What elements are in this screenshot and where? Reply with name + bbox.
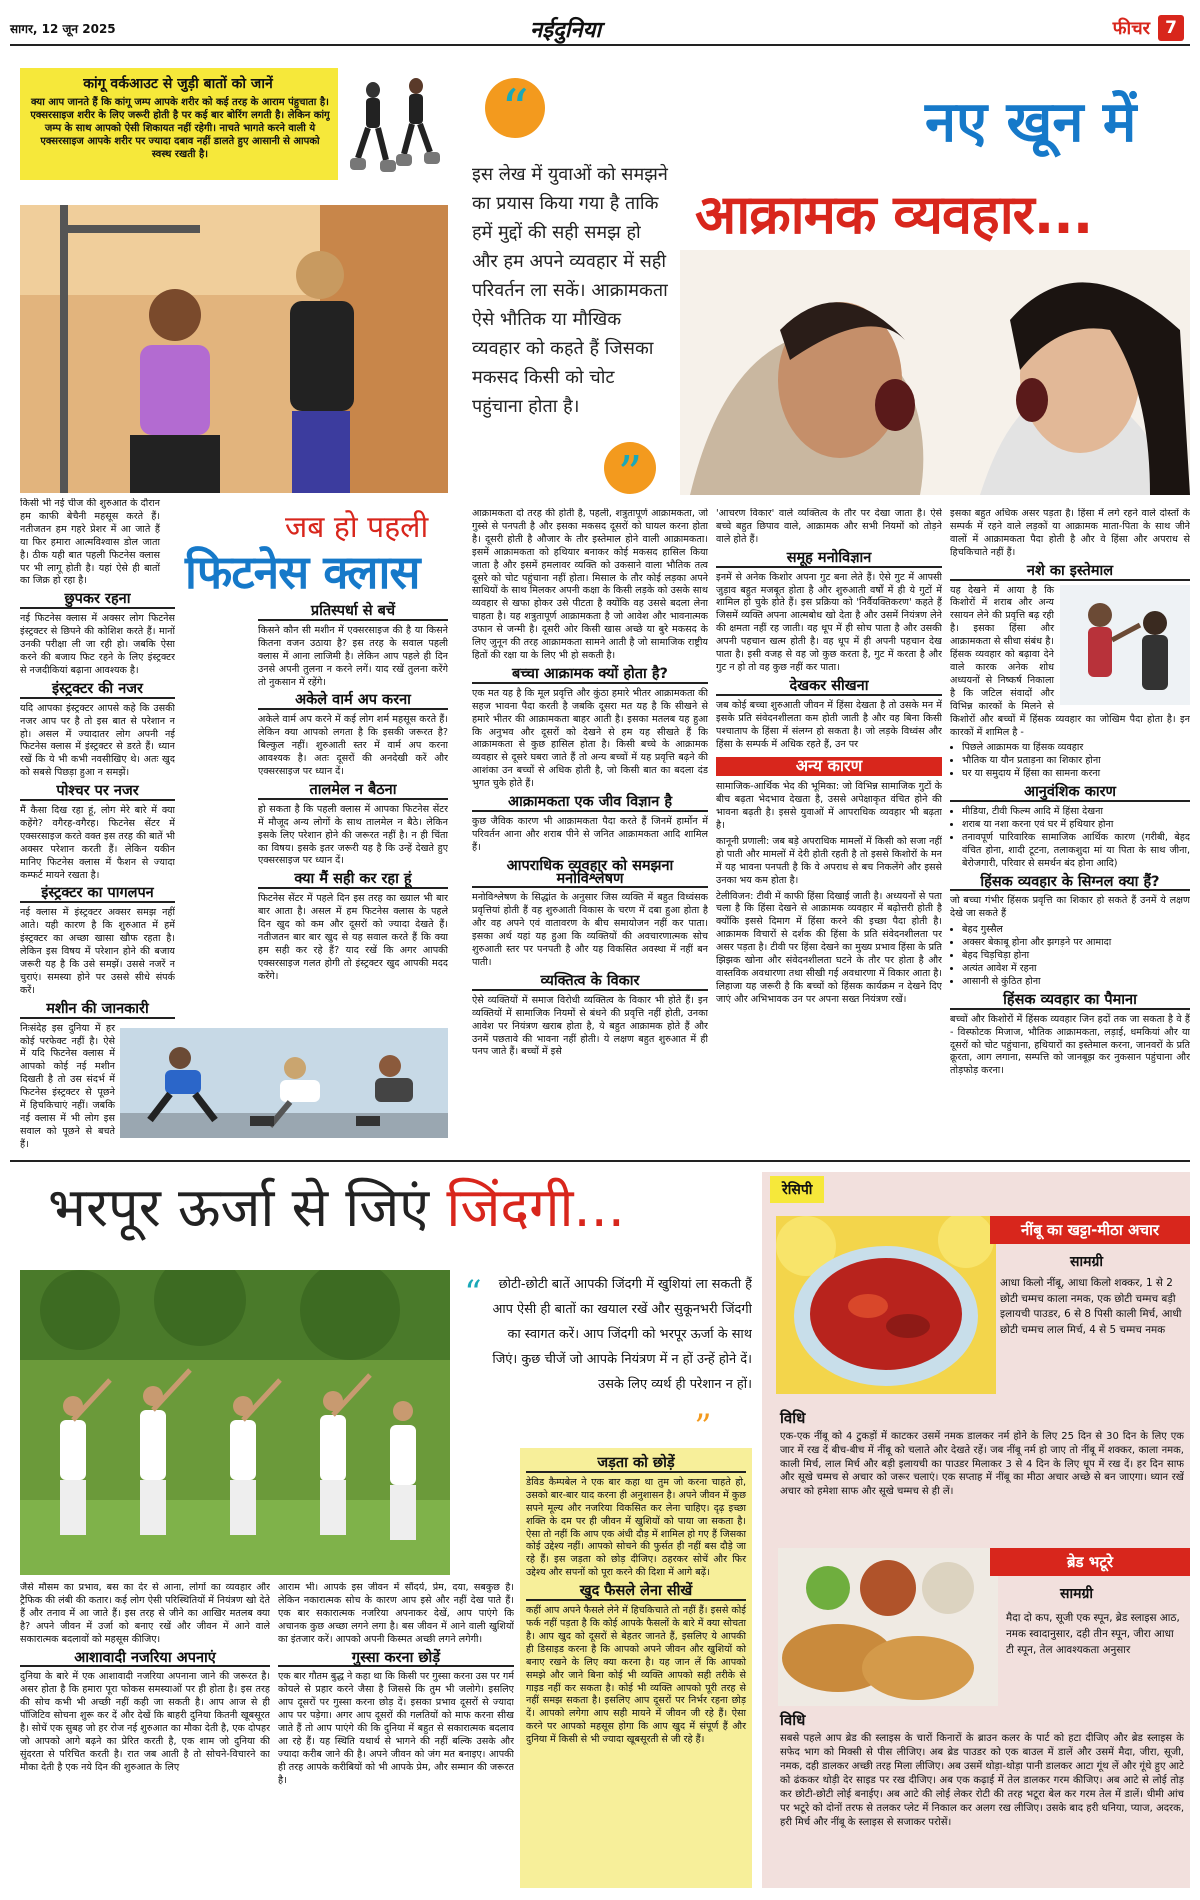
agg-col3-p1: यह देखने में आया है कि किशोरों में शराब और अन्य रसायन लेने की प्रवृत्ति बढ़ रही है। इसका हिंसा और आक्रामकता से सीधा संबंध है। हिंसक व्यवहार को बढ़ावा देने वाले कारक अनेक शोध अध्ययनों से निष्कर्ष निकाला है कि जटिल संवादों और विभिन्न कारकों के मिलने से किशोरों और बच्चों में हिंसक व्यवहार का जोखिम पैदा होता है। इन कारकों में शामिल है - (950, 584, 1190, 738)
risk-factor-list (950, 742, 1190, 781)
energy-title (48, 1168, 625, 1242)
bhature-vidhi-heading: विधि (780, 1711, 806, 1729)
agg-col1-h4: व्यक्तित्व के विकार (472, 975, 708, 991)
fitness-h3: पोश्चर पर नजर (20, 785, 175, 801)
bhature-vidhi-text: सबसे पहले आप ब्रेड की स्लाइस के चारों किनारों के ब्राउन कलर के पार्ट को हटा दीजिए और ब्रेड स्लाइस के सफेद भाग को मिक्सी से पीस लीजिए। अब ब्रेड पाउडर को एक बाउल में डालें और उसमें मैदा, जीरा, सूजी, नमक, दही डालकर अच्छी तरह मिला लीजिए। अब उसमें थोड़ा-थोड़ा पानी डालकर आटा गूंथ लें और गूंथे हुए आटे को ढंककर थोड़ी देर साइड पर रख दीजिए। अब एक कढ़ाई में तेल डालकर गरम कीजिए। अब आटे से लोई तोड़ कर छोटी-छोटी लोई बनाईए। अब आटे की लोई लेकर रोटी की तरह भटूरा बेल कर गरम तेल में डालें। धीमी आंच पर भटूरे को दोनों तरफ से तलकर प्लेट में निकाल कर अलग रख लीजिए। उसके बाद हरी धनिया, प्याज, अदरक, हरी मिर्च और नींबू के स्लाइस से सजाकर परोसें। (780, 1733, 1184, 1828)
pickle-samagri-heading: सामग्री (1070, 1254, 1103, 1270)
agg-col2-h2: देखकर सीखना (716, 680, 942, 696)
fitness-col-right (258, 600, 448, 1020)
section-divider (10, 1160, 1190, 1162)
aggression-col1 (472, 508, 708, 1158)
gym-photo (120, 1028, 448, 1138)
energy-h2: गुस्सा करना छोड़ें (278, 1652, 514, 1668)
agg-col1-p3: मनोविश्लेषण के सिद्धांत के अनुसार जिस व्यक्ति में बहुत विध्वंसक प्रवृत्तियां होती हैं वह शुरुआती विकास के चरण में दबा हुआ होता है और वह अपने एवं वातावरण के बीच समायोजन नहीं कर पाता। इसका अर्थ यहां यह हुआ कि व्यक्तियों की अवचारणात्मक सोच शुरुआती स्तर पर पनपती है और यह विकसित अवस्था में नहीं बन पाती। (472, 892, 708, 968)
bhature-photo (778, 1548, 998, 1706)
aggression-photo (680, 250, 1190, 495)
fitness-p7: अकेले वार्म अप करने में कई लोग शर्म महसूस करते हैं। लेकिन क्या आपको लगता है कि इसकी जरूरत है? बिल्कुल नहीं। शुरुआती स्तर में वार्म अप करना आवश्यक है। अतः दूसरों की अनदेखी करें और एक्सरसाइज पर ध्यान दें। (258, 714, 448, 777)
agg-col1-h2: आक्रामकता एक जीव विज्ञान है (472, 796, 708, 812)
fitness-p8: हो सकता है कि पहली क्लास में आपका फिटनेस सेंटर में मौजूद अन्य लोगों के साथ तालमेल न बैठे। लेकिन इसके लिए परेशान होने की जरूरत नहीं है। न ही चिंता का विषय। इसके इतर जरूरी यह है कि उन्हें देखते हुए एक्सरसाइज पर ध्यान दें। (258, 803, 448, 867)
svg-text:”: ” (617, 446, 643, 498)
agg-col1-h1: बच्चा आक्रामक क्यों होता है? (472, 668, 708, 684)
energy-title-red: जिंदगी... (446, 1176, 625, 1239)
genetic-cause-list (950, 806, 1190, 871)
fitness-p6: किसने कौन सी मशीन में एक्सरसाइज की है या किसने कितना वजन उठाया है? इस तरह के सवाल पहली क्लास में आना लाजिमी है। लेकिन आप पहले ही दिन उनसे अपनी तुलना न करने लगें। याद रखें तुलना करेंगे तो नुकसान में रहेंगे। (258, 624, 448, 688)
list-item: • घर या समुदाय में हिंसा का सामना करना (962, 768, 1190, 781)
svg-text:“: “ (464, 1278, 482, 1304)
bhature-samagri-text: मैदा दो कप, सूजी एक स्पून, ब्रेड स्लाइस आठ, नमक स्वादानुसार, दही तीन स्पून, जीरा आधा टी स्पून, तेल आवश्यकता अनुसार (1006, 1612, 1180, 1656)
aggression-col2 (716, 508, 942, 1158)
fitness-p9: फिटनेस सेंटर में पहले दिन इस तरह का ख्याल भी बार बार आता है। असल में हम फिटनेस क्लास के पहले दिन खुद को कम और दूसरों को ज्यादा देखते हैं। नतीजतन बार बार खुद से यह सवाल करते हैं कि क्या हम सही कर रहे हैं? याद रखें कि अगर आपकी एक्सरसाइज गलत होगी तो इंस्ट्रक्टर खुद आपकी मदद करेंगे। (258, 893, 448, 982)
violence-photo (1060, 585, 1190, 705)
energy-h1: आशावादी नजरिया अपनाएं (20, 1652, 270, 1668)
kangoo-title: कांगू वर्कआउट से जुड़ी बातों को जानें (83, 76, 273, 92)
warning-sign-list (950, 924, 1190, 989)
page-number: 7 (1158, 15, 1184, 41)
list-item: • भौतिक या यौन प्रताड़ना का शिकार होना (962, 755, 1190, 768)
energy-col1-text: जैसे मौसम का प्रभाव, बस का देर से आना, लोगों का व्यवहार और ट्रैफिक की लंबी की कतार। कई लोग ऐसी परिस्थितियों में नियंत्रण खो देते हैं और तनाव में आ जाते हैं। इस तरह से जीने का आखिर मतलब क्या है? अपने जीवन में उर्जा को बनाए रखें और जीवन में आने वाले सकारात्मक बदलावों को महसूस कीजिए। (20, 1582, 270, 1645)
aggression-title-line1: नए खून में (925, 90, 1137, 155)
agg-col3-h3: हिंसक व्यवहार के सिग्नल क्या हैं? (950, 876, 1190, 892)
agg-col1-p1: एक मत यह है कि मूल प्रवृत्ति और कुंठा हमारे भीतर आक्रामकता की सहज भावना पैदा करती है जबकि दूसरा मत यह है कि सीखने से हमारे भीतर की आक्रामकता बाहर आती है। इसका मतलब यह हुआ कि अनुभव और दूसरों को देखने से हम यह सीखते हैं कि आक्रामकता से कुछ हासिल होता है। किसी बच्चे के आक्रामक व्यवहार से दूसरे घबरा जाते हैं तो अन्य बच्चों में यह प्रवृत्ति बढ़ने की आशंका उन बच्चों से अधिक होती है, जो किसी बात का बदला दंड भुगत चुके होते हैं। (472, 687, 708, 790)
other-causes-heading: अन्य कारण (716, 757, 942, 776)
fitness-p2: यदि आपका इंस्ट्रक्टर आपसे कहे कि उसकी नजर आप पर है तो इस बात से परेशान न हो। असल में ज्यादातर लोग अपनी नई फिटनेस क्लास में इंस्ट्रक्टर से डरते हैं। ध्यान रखें कि ये भी कभी नवसीखिए थे। अतः खुद को सबसे पिछड़ा हुआ न समझें। (20, 702, 175, 779)
quote-mark-icon (480, 78, 550, 138)
agg-col2-p1: इनमें से अनेक किशोर अपना गुट बना लेते हैं। ऐसे गुट में आपसी जुड़ाव बहुत मजबूत होता है और शुरुआती वर्षों में ही ये गुटों में शामिल हो चुके होते हैं। इस प्रक्रिया को 'निर्वैयक्तिकरण' कहते हैं जिसमें व्यक्ति अपना आत्मबोध खो देता है और उसमें नियंत्रण लेने की क्षमता नहीं रह जाती। वह धूप में ही सोच पाता है और उसकी अपनी पहचान खत्म होती है। वह धूप में ही अपनी पहचान देख पाता है। इसी वजह से वह जो कुछ करता है, गुट में करता है और गुट न हो तो वह कुछ नहीं कर पाता। (716, 571, 942, 673)
agg-col3-p4: बच्चों और किशोरों में हिंसक व्यवहार जिन हदों तक जा सकता है वे हैं - विस्फोटक मिजाज, भौतिक आक्रामकता, लड़ाई, धमकियां और या दूसरों को चोट पहुंचाना, हथियारों का इस्तेमाल करना, जानवरों के प्रति क्रूरता, आग लगाना, सम्पत्ति को जानबूझ कर नुकसान पहुंचाना और तोड़फोड़ करना। (950, 1013, 1190, 1077)
bhature-samagri-heading: सामग्री (1060, 1586, 1093, 1602)
pickle-photo (776, 1216, 996, 1394)
pickle-samagri-text: आधा किलो नींबू, आधा किलो शक्कर, 1 से 2 छोटी चम्मच काला नमक, एक छोटी चम्मच बड़ी इलायची पाउडर, 6 से 8 पिसी काली मिर्च, आधी छोटी चम्मच लाल मिर्च, 4 से 5 चम्मच नमक (1000, 1277, 1182, 1336)
fitness-h2: इंस्ट्रक्टर की नजर (20, 683, 175, 699)
list-item: • आसानी से कुंठित होना (962, 976, 1190, 989)
bhature-title: ब्रेड भटूरे (990, 1548, 1190, 1576)
date-label: सागर, 12 जून 2025 (10, 22, 116, 36)
agg-col2-p2: जब कोई बच्चा शुरुआती जीवन में हिंसा देखता है तो उसके मन में इसके प्रति संवेदनशीलता कम होती जाती है और वह बिना किसी पश्चाताप के हिंसा में संलग्न हो सकता है। जो लड़के विध्वंस और हिंसा के सम्पर्क में अधिक रहते हैं, उन पर (716, 699, 942, 750)
energy-col2-text: आराम भी। आपके इस जीवन में सौंदर्य, प्रेम, दया, सबकुछ है। लेकिन नकारात्मक सोच के कारण आप इसे और नहीं देख पाते हैं। एक बार सकारात्मक नजरिया अपनाकर देखें, आप पाएंगे कि अचानक कुछ अच्छा लगने लगा है। बस जीवन में आने वाली खुशियों का इंतजार करें। आपको अपनी किस्मत अच्छी लगने लगेगी। (278, 1582, 514, 1645)
agg-col3-intro: इसका बहुत अधिक असर पड़ता है। हिंसा में लगे रहने वाले दोस्तों के सम्पर्क में रहने वाले लड़कों या आक्रामक माता-पिता के साथ जीने वालों में आक्रामकता पैदा होती है और वे हिंसा और अपराध से हिचकिचाते नहीं हैं। (950, 508, 1190, 558)
energy-photo (20, 1270, 450, 1575)
fitness-h9: क्या मैं सही कर रहा हूं (258, 873, 448, 889)
agg-col3-h2: आनुवंशिक कारण (950, 786, 1190, 802)
list-item: • शराब या नशा करना एवं घर में हथियार होना (962, 819, 1190, 832)
fitness-h6: प्रतिस्पर्धा से बचें (258, 605, 448, 621)
fitness-h8: तालमेल न बैठना (258, 784, 448, 800)
agg-col1-p2: कुछ जैविक कारण भी आक्रामकता पैदा करते हैं जिनमें हार्मोन में परिवर्तन आना और शराब पीने से जनित आक्रामकता आदि शामिल हैं। (472, 815, 708, 853)
agg-col2-intro: 'आचरण विकार' वाले व्यक्तित्व के तौर पर देखा जाता है। ऐसे बच्चे बहुत छिपाव वाले, आक्रामक और सभी नियमों को तोड़ने वाले होते हैं। (716, 508, 942, 545)
kangoo-box (20, 68, 448, 180)
fitness-p1: नई फिटनेस क्लास में अक्सर लोग फिटनेस इंस्ट्रक्टर से छिपने की कोशिश करते हैं। मानों उनकी परीक्षा ली जा रही हो। जबकि ऐसा करने की बजाय फिट रहने के लिए इंस्ट्रक्टर से नजदीकियां बढ़ाना आवश्यक है। (20, 613, 175, 676)
agg-col1-p4: ऐसे व्यक्तियों में समाज विरोधी व्यक्तित्व के विकार भी होते हैं। इन व्यक्तियों में सामाजिक नियमों से बंधने की प्रवृत्ति नहीं होती, उनका आवेश पर नियंत्रण खराब होता है, ये बहुत आक्रामक होते हैं और उनमें पछतावे की भावना नहीं होती। ये लक्षण बहुत शुरुआत में ही पनप जाते हैं। बच्चों में इसे (472, 994, 708, 1058)
agg-col1-h3: आपराधिक व्यवहार को समझना मनोविश्लेषण (472, 860, 708, 889)
agg-col2-p4: कानूनी प्रणाली: जब बड़े अपराधिक मामलों में किसी को सजा नहीं हो पाती और मामलों में देरी होती रहती है तो इससे किशोरों के मन में यह भावना पनपती है कि वे अपराध से बच निकलेंगे और इससे उनका भय कम होता है। (716, 835, 942, 886)
fitness-photo (20, 205, 448, 493)
energy-h4: खुद फैसले लेना सीखें (526, 1585, 746, 1601)
fitness-h1: छुपकर रहना (20, 593, 175, 609)
fitness-p3: मैं कैसा दिख रहा हूं, लोग मेरे बारे में क्या कहेंगे? वगैरह-वगैरह। फिटनेस सेंटर में एक्सरसाइज करते वक्त इस तरह की बातें भी अक्सर परेशान करती हैं। लेकिन यकीन मानिए फिटनेस क्लास में फैशन से ज्यादा कम्फर्ट मायने रखता है। (20, 805, 175, 881)
kangoo-body: क्या आप जानते हैं कि कांगू जम्प आपके शरीर को कई तरह के आराम पंहुचाता है। एक्सरसाइज शरीर के लिए जरूरी होती है पर कई बार बोरिंग लगती है। लेकिन कांगू जम्प के साथ आपको ऐसी शिकायत नहीं रहेगी। नाचते भागते करने वाली ये एक्सरसाइज आपके शरीर पर ज्यादा दबाव नहीं डालते हुए आसानी से आपको स्वस्थ रखती है। (30, 97, 330, 160)
aggression-title-line2: आक्रामक व्यवहार... (695, 183, 1093, 246)
intro-quote: इस लेख में युवाओं को समझने का प्रयास किया गया है ताकि हमें मुद्दों की सही समझ हो और हम अपने व्यवहार में सही परिवर्तन ला सकें। आक्रामकता ऐसे भौतिक या मौखिक व्यवहार को कहते हैं जिसका मकसद किसी को चोट पहुंचाना होता है। (472, 164, 668, 417)
list-item: • बेहद गुस्सैल (962, 924, 1190, 937)
energy-col1 (20, 1582, 270, 1888)
energy-p2: एक बार गौतम बुद्ध ने कहा था कि किसी पर गुस्सा करना उस पर गर्म कोयले से प्रहार करने जैसा है जिससे कि तुम भी जलोगे। इसलिए आप दूसरों पर गुस्सा करना छोड़ दें। इसका प्रभाव दूसरों से ज्यादा आप पर पड़ेगा। अगर आप दूसरों की गलतियों को माफ करना सीख जाते हैं तो आप पाएंगे की कि दुनिया में बहुत से सकारात्मक बदलाव आ रहे हैं। यह स्थिति यथार्थ से भागने की नहीं बल्कि उसके और ज्यादा करीब जाने की है। अपने जीवन को जंग मत बनाइए। आपकी ही तरह आपके करीबियों को भी आपके प्रेम, और सम्मान की जरूरत है। (278, 1671, 514, 1786)
fitness-h4: इंस्ट्रक्टर का पागलपन (20, 887, 175, 903)
agg-col3-h4: हिंसक व्यवहार का पैमाना (950, 994, 1190, 1010)
fitness-p5: निःसंदेह इस दुनिया में हर कोई परफेक्ट नहीं है। ऐसे में यदि फिटनेस क्लास में आपको कोई नई मशीन दिखती है तो उस संदर्भ में फिटनेस इंस्ट्रक्टर से पूछने में हिचकिचाएं नहीं। जबकि नई क्लास में भी लोग इस सवाल को पूछने से बचते हैं। (20, 1022, 115, 1150)
agg-col2-p3: सामाजिक-आर्थिक भेद की भूमिका: जो विभिन्न सामाजिक गुटों के बीच बढ़ता भेदभाव देखता है, उससे अपेक्षाकृत वंचित होने की भावना बढ़ती है। इससे युवाओं में आपराधिक व्यवहार भी बढ़ता है। (716, 781, 942, 832)
agg-col3-p3: जो बच्चा गंभीर हिंसक प्रवृत्ति का शिकार हो सकते हैं उनमें ये लक्षण देखे जा सकते हैं (950, 895, 1190, 920)
list-item: • बेहद चिड़चिड़ा होना (962, 950, 1190, 963)
masthead (10, 14, 1190, 46)
fitness-h7: अकेले वार्म अप करना (258, 694, 448, 710)
energy-highlight-box (520, 1448, 752, 1888)
agg-col3-h1: नशे का इस्तेमाल (950, 565, 1190, 581)
pickle-vidhi-heading: विधि (780, 1409, 806, 1427)
kangoo-photo (338, 68, 448, 180)
section-label: फीचर (1112, 18, 1150, 39)
list-item: • पिछले आक्रामक या हिंसक व्यवहार (962, 742, 1190, 755)
energy-p1: दुनिया के बारे में एक आशावादी नजरिया अपनाना जाने की जरूरत है। असर होता है कि हमारा पूरा फोकस समस्याओं पर ही होता है। इस तरह की सोच कभी भी अच्छी नहीं कही जा सकती है। आप आज से ही पॉजिटिव सोचना शुरू कर दें और देखें कि बाहरी दुनिया कितनी खूबसूरत है। सोचें एक सुबह जो हर रोज नई शुरुआत का मौका देती है, एक दोपहर जो आपको आगे बढ़ने का प्रेरित करती है, एक शाम जो दुनिया की सुंदरता से परिचित करती है। रात जब आती है तो सोचने-विचारने का मौका देती है एक नये दिन की शुरुआत के लिए (20, 1671, 270, 1773)
fitness-h5: मशीन की जानकारी (20, 1003, 175, 1019)
pickle-vidhi-text: एक-एक नींबू को 4 टुकड़ों में काटकर उसमें नमक डालकर नर्म होने के लिए 25 दिन से 30 दिन के लिए एक जार में रख दें बीच-बीच में नींबू को चलाते और देखते रहें। जब नींबू नर्म हो जाए तो नींबू में शक्कर, काला नमक, काली मिर्च, लाल मिर्च और बड़ी इलायची का पाउडर मिलाकर 3 से 4 दिन के लिए धूप में रख दें। हर दिन साफ और सूखे चम्मच से अचार को जरूर चलाएं। एक सप्ताह में नींबू का मीठा अचार अच्छे से बन जाएगा। ध्यान रखें अचार को हमेशा साफ और सूखे चम्मच से ही लें। (780, 1431, 1184, 1498)
agg-col2-p5: टेलीविजन: टीवी में काफी हिंसा दिखाई जाती है। अध्ययनों से पता चला है कि हिंसा देखने से आक्रामक व्यवहार में बढ़ोत्तरी होती है क्योंकि इससे दिमाग में हिंसा करने की इच्छा पैदा होती है। आक्रामक विचारों से दर्शक की हिंसा के प्रति संवेदनशीलता पर असर पड़ता है। टीवी पर हिंसा देखने का मुख्य प्रभाव हिंसा के प्रति झिझक खोना और संवेदनशीलता घटने के तौर पर होता है और वास्तविक अवधारणा तथा सीखी गई अवधारणा में विकार आता है। लिहाजा यह जरूरी है कि बच्चों को हिंसक कार्यक्रम न देखने दिए जाएं और अभिभावक उन पर अपना सख्त नियंत्रण रखें। (716, 890, 942, 1005)
quote-close-icon (600, 438, 660, 498)
newspaper-logo: नईदुनिया (530, 17, 602, 43)
fitness-title-line1: जब हो पहली (285, 510, 429, 545)
energy-quote-close-icon (690, 1412, 716, 1438)
agg-col1-intro: आक्रामकता दो तरह की होती है, पहली, शत्रुतापूर्ण आक्रामकता, जो गुस्से से पनपती है और इसका मकसद दूसरों को घायल करना होता है। दूसरी होती है औजार के तौर इस्तेमाल होने वाली आक्रामकता। इसमें आक्रामकता को हथियार बनाकर कोई मकसद हासिल किया जाता है और इसमें हमलावर व्यक्ति को उकसाने वाला भौतिक तत्व दूसरे को चोट पहुंचाना नहीं होता। मिसाल के तौर कोई लड़का अपने साथियों के साथ मिलकर अपनी कक्षा के किसी लड़के को उसके साथ व्यवहार से खफा होकर उसे पीटता है क्योंकि वह उससे बदला लेना चाहता है। यह शत्रुतापूर्ण आक्रामकता है जो आवेश और भावनात्मक उफान से जन्मी है। दूसरी ओर किसी खास अच्छे या बुरे मकसद के लिए जुनून की तरह आक्रामकता सामने आती है जो सामाजिक राष्ट्रीय हितों की रक्षा या के लिए भी हो सकती है। (472, 508, 708, 661)
list-item: • अत्यंत आवेश में रहना (962, 963, 1190, 976)
fitness-intro: किसी भी नई चीज की शुरुआत के दौरान हम काफी बेचैनी महसूस करते हैं। नतीजतन हम गहरे प्रेशर में आ जाते हैं या फिर हमारा आत्मविश्वास डोल जाता है। ठीक यही बात पहली फिटनेस क्लास पर भी लागू होती है। यहां ऐसे ही बातों का जिक्र हो रहा है। (20, 498, 160, 587)
aggression-col3 (950, 508, 1190, 1158)
energy-quote-open-icon (460, 1278, 486, 1304)
recipe-label: रेसिपी (770, 1176, 824, 1203)
energy-title-black: भरपूर ऊर्जा से जिएं (48, 1176, 430, 1239)
agg-col2-h1: समूह मनोविज्ञान (716, 552, 942, 568)
fitness-title-line2: फिटनेस क्लास (185, 545, 420, 599)
fitness-p4: नई क्लास में इंस्ट्रक्टर अक्सर समझ नहीं आते। यही कारण है कि शुरुआत में हमें इंस्ट्रक्टर का अच्छा खासा खौफ रहता है। लेकिन इस विषय में परेशान होने की बजाय जरूरी यह है कि उसे समझें। उससे नजरें न चुराएं। समस्या होने पर उससे सीधे संपर्क करें। (20, 907, 175, 996)
list-item: • तनावपूर्ण पारिवारिक सामाजिक आर्थिक कारण (गरीबी, बेहद वंचित होना, शादी टूटना, तलाकशुदा मां या पिता के साथ जीना, बेरोजगारी, परिवार से समर्थन बंद होना आदि) (962, 832, 1190, 871)
list-item: • मीडिया, टीवी फिल्म आदि में हिंसा देखना (962, 806, 1190, 819)
energy-p4: कहीं आप अपने फैसले लेने में हिचकिचाते तो नहीं हैं। इससे कोई फर्क नहीं पड़ता है कि कोई आपके फैसलों के बारे में क्या सोचता है। आप खुद को दूसरों से बेहतर जानते हैं, इसलिए ये आपकी ही डिसाइड करना है कि आपको अपने जीवन और खुशियों को बनाए रखने के लिए क्या करना है। यह जान लें कि आपको समझे और जाने बिना कोई भी व्यक्ति आपको सही तरीके से गाइड नहीं कर सकता है। कोई भी व्यक्ति आपको पूरी तरह से नहीं समझ सकता है। इसलिए आप दूसरों पर निर्भर रहना छोड़ दें। आपको लगेगा आप सही मायने में जीवन जी रहे हैं। ऐसा करने पर आपको महसूस होगा कि आप खुद में संपूर्ण हैं और दुनिया में किसी से भी ज्यादा खूबसूरती से जी रहे हैं। (526, 1605, 746, 1746)
energy-h3: जड़ता को छोड़ें (526, 1457, 746, 1473)
svg-text:”: ” (694, 1412, 712, 1438)
energy-quote: छोटी-छोटी बातें आपकी जिंदगी में खुशियां ला सकती हैं आप ऐसी ही बातों का खयाल रखें और सुकूनभरी जिंदगी का स्वागत करें। आप जिंदगी को भरपूर ऊर्जा के साथ जिएं। कुछ चीजें जो आपके नियंत्रण में न हों उन्हें होने दें। उसके लिए व्यर्थ ही परेशान न हों। (492, 1277, 752, 1392)
svg-text:“: “ (501, 78, 529, 138)
energy-p3: डेविड कैम्पबेल ने एक बार कहा था तुम जो करना चाहते हो, उसको बार-बार याद करना ही अनुशासन है। अपने जीवन में कुछ सपने मूल्य और नजरिया विकसित कर लेना चाहिए। दृढ़ इच्छा शक्ति के दम पर ही जीवन में खुशियों को पाया जा सकता है। ऐसा तो नहीं कि आप एक अंधी दौड़ में शामिल हो गए हैं जिसका कोई उद्देश्य नहीं। आपको सोचने की फुर्सत ही नहीं बस दौड़े जा रहे हैं। इस जड़ता को छोड़ दीजिए। ठहरकर सोचें और फिर उद्देश्य और सपनों को पूरा करने की दिशा में आगे बढ़ें। (526, 1476, 746, 1579)
energy-col2 (278, 1582, 514, 1888)
list-item: • अक्सर बेकाबू होना और झगड़ने पर आमादा (962, 937, 1190, 950)
pickle-title: नींबू का खट्टा-मीठा अचार (990, 1216, 1190, 1244)
